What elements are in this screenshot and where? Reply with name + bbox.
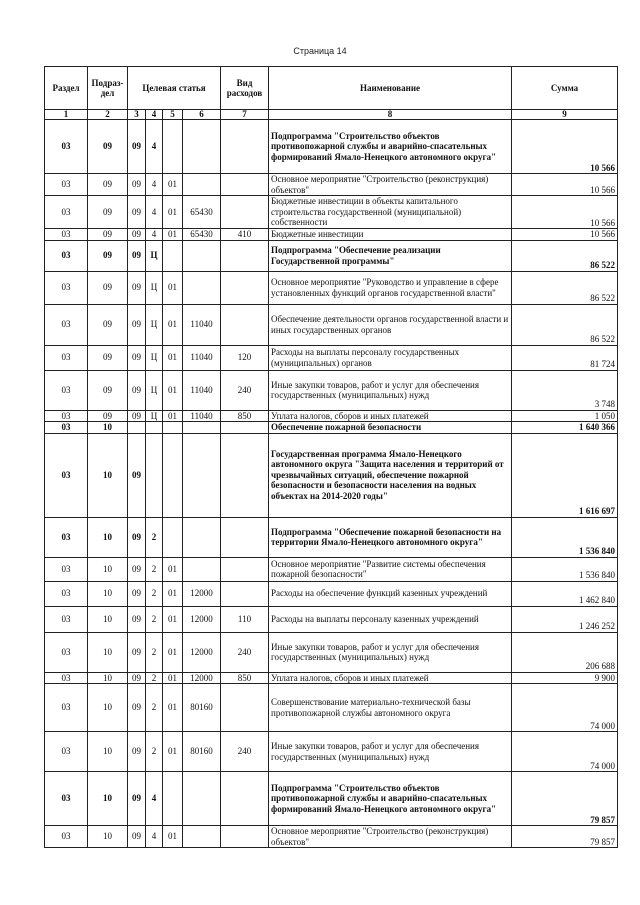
target-direction-cell [183, 271, 221, 304]
header-row [45, 67, 618, 110]
target-subprogram-cell: 4 [146, 174, 163, 196]
table-row [45, 240, 618, 271]
target-subprogram-cell: Ц [146, 370, 163, 410]
target-direction-cell [183, 174, 221, 196]
podrazdel-cell: 09 [88, 196, 128, 229]
target-event-cell: 01 [163, 196, 183, 229]
podrazdel-cell: 10 [88, 433, 128, 517]
vid-cell [221, 120, 269, 174]
target-direction-cell [183, 422, 221, 434]
target-program-cell: 09 [128, 229, 146, 241]
target-subprogram-cell: 4 [146, 196, 163, 229]
sum-cell: 1 536 840 [512, 557, 618, 581]
razdel-cell: 03 [45, 684, 88, 732]
podrazdel-cell: 09 [88, 229, 128, 241]
vid-cell [221, 304, 269, 345]
column-number: 2 [88, 110, 128, 120]
table-row [45, 120, 618, 174]
razdel-cell: 03 [45, 304, 88, 345]
razdel-cell: 03 [45, 410, 88, 422]
podrazdel-cell: 10 [88, 581, 128, 606]
sum-cell: 1 462 840 [512, 581, 618, 606]
target-event-cell: 01 [163, 826, 183, 848]
target-direction-cell: 11040 [183, 345, 221, 370]
column-number: 4 [146, 110, 163, 120]
vid-cell [221, 684, 269, 732]
target-event-cell: 01 [163, 732, 183, 772]
podrazdel-cell: 10 [88, 684, 128, 732]
target-direction-cell [183, 772, 221, 826]
target-direction-cell [183, 557, 221, 581]
podrazdel-cell: 09 [88, 120, 128, 174]
target-event-cell [163, 120, 183, 174]
target-direction-cell: 12000 [183, 672, 221, 684]
razdel-cell: 03 [45, 229, 88, 241]
target-subprogram-cell: 4 [146, 120, 163, 174]
target-event-cell: 01 [163, 304, 183, 345]
target-subprogram-cell: 2 [146, 606, 163, 632]
podrazdel-cell: 10 [88, 672, 128, 684]
vid-cell: 240 [221, 370, 269, 410]
name-cell: Подпрограмма "Строительство объектов противопожарной службы и аварийно-спасательных формирований Ямало-Ненецкого автономного округа" [269, 772, 512, 826]
sum-cell: 3 748 [512, 370, 618, 410]
razdel-cell: 03 [45, 517, 88, 557]
name-cell: Уплата налогов, сборов и иных платежей [269, 672, 512, 684]
target-event-cell: 01 [163, 557, 183, 581]
target-direction-cell: 65430 [183, 196, 221, 229]
podrazdel-cell: 09 [88, 410, 128, 422]
vid-cell: 240 [221, 732, 269, 772]
razdel-cell: 03 [45, 196, 88, 229]
target-direction-cell: 11040 [183, 410, 221, 422]
razdel-cell: 03 [45, 174, 88, 196]
podrazdel-cell: 09 [88, 240, 128, 271]
name-cell: Основное мероприятие "Руководство и управление в сфере установленных функций органов государственной власти" [269, 271, 512, 304]
table-row [45, 196, 618, 229]
sum-cell: 74 000 [512, 732, 618, 772]
razdel-cell: 03 [45, 240, 88, 271]
target-direction-cell: 12000 [183, 581, 221, 606]
name-cell: Иные закупки товаров, работ и услуг для обеспечения государственных (муниципальных) нужд [269, 732, 512, 772]
target-program-cell: 09 [128, 240, 146, 271]
table-body [45, 120, 618, 848]
sum-cell: 86 522 [512, 271, 618, 304]
target-event-cell: 01 [163, 410, 183, 422]
header-razdel: Раздел [45, 67, 88, 110]
target-event-cell: 01 [163, 271, 183, 304]
podrazdel-cell: 10 [88, 606, 128, 632]
vid-cell: 110 [221, 606, 269, 632]
name-cell: Бюджетные инвестиции [269, 229, 512, 241]
table-row [45, 672, 618, 684]
target-event-cell: 01 [163, 632, 183, 672]
column-number: 9 [512, 110, 618, 120]
target-event-cell [163, 240, 183, 271]
razdel-cell: 03 [45, 732, 88, 772]
target-program-cell: 09 [128, 517, 146, 557]
target-subprogram-cell: 2 [146, 732, 163, 772]
table-row [45, 772, 618, 826]
name-cell: Подпрограмма "Обеспечение пожарной безопасности на территории Ямало-Ненецкого автономного округа" [269, 517, 512, 557]
name-cell: Государственная программа Ямало-Ненецкого автономного округа "Защита населения и территорий от чрезвычайных ситуаций, обеспечение пожарной безопасности и безопасности населения на водных объектах на 2014-2020 годы" [269, 433, 512, 517]
razdel-cell: 03 [45, 672, 88, 684]
sum-cell: 10 566 [512, 120, 618, 174]
budget-table [44, 66, 618, 848]
target-event-cell: 01 [163, 606, 183, 632]
sum-cell: 74 000 [512, 684, 618, 732]
target-subprogram-cell: Ц [146, 240, 163, 271]
target-program-cell: 09 [128, 732, 146, 772]
razdel-cell: 03 [45, 581, 88, 606]
target-direction-cell [183, 240, 221, 271]
target-event-cell: 01 [163, 229, 183, 241]
target-direction-cell: 11040 [183, 304, 221, 345]
podrazdel-cell: 09 [88, 304, 128, 345]
vid-cell [221, 557, 269, 581]
target-program-cell: 09 [128, 345, 146, 370]
target-event-cell: 01 [163, 370, 183, 410]
header-target: Целевая статья [128, 67, 221, 110]
razdel-cell: 03 [45, 433, 88, 517]
sum-cell: 1 246 252 [512, 606, 618, 632]
target-event-cell [163, 433, 183, 517]
razdel-cell: 03 [45, 557, 88, 581]
podrazdel-cell: 09 [88, 174, 128, 196]
target-direction-cell: 11040 [183, 370, 221, 410]
target-subprogram-cell: 2 [146, 557, 163, 581]
target-subprogram-cell: 4 [146, 772, 163, 826]
target-subprogram-cell [146, 422, 163, 434]
sum-cell: 10 566 [512, 174, 618, 196]
table-row [45, 271, 618, 304]
name-cell: Бюджетные инвестиции в объекты капитального строительства государственной (муниципальной) собственности [269, 196, 512, 229]
vid-cell: 850 [221, 410, 269, 422]
target-event-cell [163, 772, 183, 826]
vid-cell: 120 [221, 345, 269, 370]
table-row [45, 684, 618, 732]
target-event-cell: 01 [163, 684, 183, 732]
column-number: 7 [221, 110, 269, 120]
column-number: 3 [128, 110, 146, 120]
name-cell: Уплата налогов, сборов и иных платежей [269, 410, 512, 422]
table-row [45, 517, 618, 557]
target-subprogram-cell: 2 [146, 632, 163, 672]
name-cell: Основное мероприятие "Развитие системы обеспечения пожарной безопасности" [269, 557, 512, 581]
podrazdel-cell: 10 [88, 422, 128, 434]
vid-cell [221, 174, 269, 196]
target-subprogram-cell: 2 [146, 517, 163, 557]
column-number: 5 [163, 110, 183, 120]
header-vid: Вид расходов [221, 67, 269, 110]
table-row [45, 826, 618, 848]
podrazdel-cell: 10 [88, 772, 128, 826]
sum-cell: 206 688 [512, 632, 618, 672]
target-program-cell: 09 [128, 772, 146, 826]
target-subprogram-cell: 4 [146, 826, 163, 848]
name-cell: Подпрограмма "Строительство объектов противопожарной службы и аварийно-спасательных формирований Ямало-Ненецкого автономного округа" [269, 120, 512, 174]
target-program-cell: 09 [128, 174, 146, 196]
name-cell: Основное мероприятие "Строительство (реконструкция) объектов" [269, 826, 512, 848]
target-program-cell: 09 [128, 196, 146, 229]
target-subprogram-cell: 4 [146, 229, 163, 241]
razdel-cell: 03 [45, 632, 88, 672]
target-program-cell: 09 [128, 672, 146, 684]
name-cell: Подпрограмма "Обеспечение реализации Государственной программы" [269, 240, 512, 271]
name-cell: Обеспечение деятельности органов государственной власти и иных государственных органов [269, 304, 512, 345]
table-row [45, 632, 618, 672]
column-number: 8 [269, 110, 512, 120]
sum-cell: 1 640 366 [512, 422, 618, 434]
column-number-row [45, 110, 618, 120]
podrazdel-cell: 09 [88, 370, 128, 410]
table-row [45, 581, 618, 606]
target-subprogram-cell: Ц [146, 304, 163, 345]
page-label: Страница 14 [293, 46, 347, 56]
vid-cell [221, 196, 269, 229]
target-program-cell: 09 [128, 120, 146, 174]
target-program-cell: 09 [128, 370, 146, 410]
vid-cell [221, 240, 269, 271]
target-program-cell: 09 [128, 606, 146, 632]
sum-cell: 9 900 [512, 672, 618, 684]
target-event-cell: 01 [163, 672, 183, 684]
target-subprogram-cell: 2 [146, 672, 163, 684]
target-program-cell: 09 [128, 271, 146, 304]
target-direction-cell [183, 517, 221, 557]
razdel-cell: 03 [45, 606, 88, 632]
name-cell: Обеспечение пожарной безопасности [269, 422, 512, 434]
vid-cell: 240 [221, 632, 269, 672]
sum-cell: 10 566 [512, 229, 618, 241]
column-number: 6 [183, 110, 221, 120]
vid-cell [221, 517, 269, 557]
sum-cell: 10 566 [512, 196, 618, 229]
target-program-cell: 09 [128, 410, 146, 422]
sum-cell: 81 724 [512, 345, 618, 370]
table-row [45, 422, 618, 434]
podrazdel-cell: 10 [88, 732, 128, 772]
name-cell: Основное мероприятие "Строительство (реконструкция) объектов" [269, 174, 512, 196]
target-direction-cell: 80160 [183, 684, 221, 732]
name-cell: Иные закупки товаров, работ и услуг для обеспечения государственных (муниципальных) нужд [269, 370, 512, 410]
table-row [45, 174, 618, 196]
column-number: 1 [45, 110, 88, 120]
target-subprogram-cell: Ц [146, 345, 163, 370]
target-program-cell: 09 [128, 684, 146, 732]
target-direction-cell [183, 120, 221, 174]
target-subprogram-cell [146, 433, 163, 517]
table-row [45, 557, 618, 581]
target-direction-cell [183, 826, 221, 848]
name-cell: Расходы на выплаты персоналу казенных учреждений [269, 606, 512, 632]
vid-cell [221, 772, 269, 826]
name-cell: Иные закупки товаров, работ и услуг для обеспечения государственных (муниципальных) нужд [269, 632, 512, 672]
razdel-cell: 03 [45, 826, 88, 848]
target-program-cell: 09 [128, 557, 146, 581]
vid-cell [221, 581, 269, 606]
razdel-cell: 03 [45, 271, 88, 304]
sum-cell: 79 857 [512, 826, 618, 848]
table-row [45, 370, 618, 410]
name-cell: Совершенствование материально-технической базы противопожарной службы автономного округа [269, 684, 512, 732]
sum-cell: 1 050 [512, 410, 618, 422]
target-program-cell: 09 [128, 581, 146, 606]
target-direction-cell [183, 433, 221, 517]
target-direction-cell: 12000 [183, 606, 221, 632]
razdel-cell: 03 [45, 120, 88, 174]
podrazdel-cell: 09 [88, 345, 128, 370]
podrazdel-cell: 10 [88, 826, 128, 848]
target-subprogram-cell: 2 [146, 581, 163, 606]
target-direction-cell: 80160 [183, 732, 221, 772]
target-event-cell: 01 [163, 345, 183, 370]
target-subprogram-cell: 2 [146, 684, 163, 732]
target-subprogram-cell: Ц [146, 410, 163, 422]
vid-cell [221, 826, 269, 848]
target-program-cell: 09 [128, 433, 146, 517]
name-cell: Расходы на обеспечение функций казенных учреждений [269, 581, 512, 606]
target-event-cell: 01 [163, 581, 183, 606]
target-program-cell: 09 [128, 304, 146, 345]
podrazdel-cell: 10 [88, 632, 128, 672]
header-podrazdel: Подраз-дел [88, 67, 128, 110]
sum-cell: 86 522 [512, 240, 618, 271]
target-program-cell [128, 422, 146, 434]
target-direction-cell: 65430 [183, 229, 221, 241]
table-row [45, 433, 618, 517]
vid-cell: 850 [221, 672, 269, 684]
vid-cell: 410 [221, 229, 269, 241]
sum-cell: 1 536 840 [512, 517, 618, 557]
target-subprogram-cell: Ц [146, 271, 163, 304]
target-event-cell: 01 [163, 174, 183, 196]
target-program-cell: 09 [128, 826, 146, 848]
target-program-cell: 09 [128, 632, 146, 672]
podrazdel-cell: 10 [88, 517, 128, 557]
table-row [45, 229, 618, 241]
vid-cell [221, 271, 269, 304]
sum-cell: 79 857 [512, 772, 618, 826]
name-cell: Расходы на выплаты персоналу государственных (муниципальных) органов [269, 345, 512, 370]
header-name: Наименование [269, 67, 512, 110]
header-sum: Сумма [512, 67, 618, 110]
sum-cell: 86 522 [512, 304, 618, 345]
vid-cell [221, 433, 269, 517]
sum-cell: 1 616 697 [512, 433, 618, 517]
razdel-cell: 03 [45, 422, 88, 434]
table-row [45, 410, 618, 422]
vid-cell [221, 422, 269, 434]
target-direction-cell: 12000 [183, 632, 221, 672]
table-row [45, 732, 618, 772]
table-row [45, 345, 618, 370]
table-row [45, 304, 618, 345]
table-row [45, 606, 618, 632]
target-event-cell [163, 422, 183, 434]
razdel-cell: 03 [45, 772, 88, 826]
target-event-cell [163, 517, 183, 557]
podrazdel-cell: 10 [88, 557, 128, 581]
podrazdel-cell: 09 [88, 271, 128, 304]
razdel-cell: 03 [45, 345, 88, 370]
razdel-cell: 03 [45, 370, 88, 410]
